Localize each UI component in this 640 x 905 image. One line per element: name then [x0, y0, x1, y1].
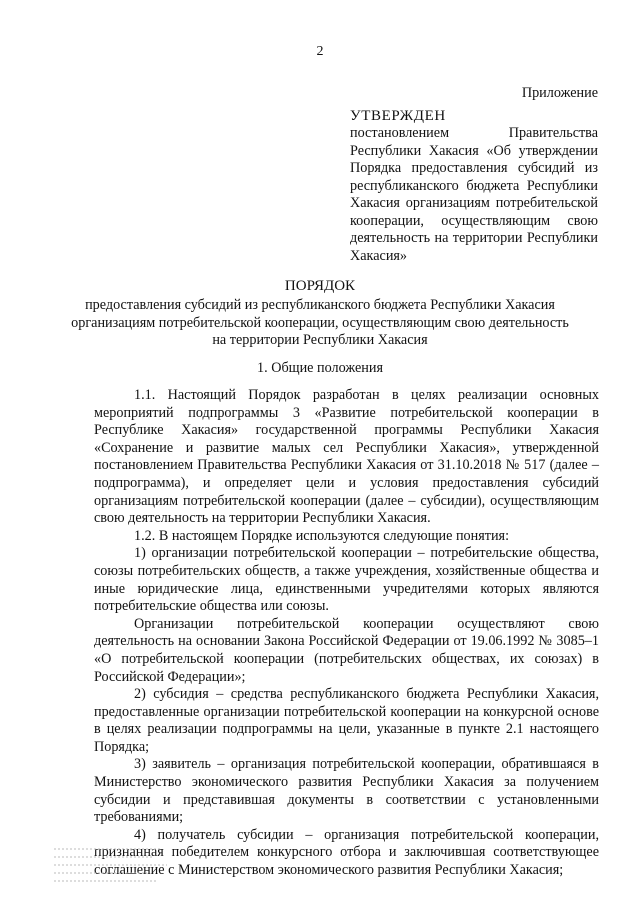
document-title: ПОРЯДОК	[284, 278, 356, 294]
appendix-block	[350, 85, 598, 265]
approved-heading: УТВЕРЖДЕН	[350, 107, 446, 124]
paragraph-definition-1: 1) организации потребительской кооперации – потребительские общества, союзы потребительских обществ, а также учреждения, хозяйственные общества и иные юридические лица, единственными учредителями которых являются потребительские общества или союзы.	[94, 545, 599, 615]
paragraph-1-1: 1.1. Настоящий Порядок разработан в целях реализации основных мероприятий подпрограммы 3 «Развитие потребительской кооперации в Республике Хакасия» государственной программы Республики Хакасия «Сохранение и развитие малых сел Республики Хакасия», утвержденной постановлением Правительства Республики Хакасия от 31.10.2018 № 517 (далее – подпрограмма), и определяет цели и условия предоставления субсидий организациям потребительской кооперации (далее – субсидии), осуществляющим свою деятельность на территории Республики Хакасия.	[94, 387, 599, 527]
paragraph-1-2: 1.2. В настоящем Порядке используются следующие понятия:	[134, 527, 510, 544]
section-heading: 1. Общие положения	[257, 360, 383, 376]
document-subtitle-line-2: организациям потребительской кооперации, осуществляющим свою деятельность	[71, 314, 569, 331]
paragraph-legal-basis: Организации потребительской кооперации осуществляют свою деятельность на основании Закона Российской Федерации от 19.06.1992 № 3085–1 «О потребительской кооперации (потребительских обществах, их союзах) в Российской Федерации»;	[94, 615, 599, 685]
document-body	[94, 387, 599, 880]
approval-decree-text: постановлением Правительства Республики Хакасия «Об утверждении Порядка предоставления субсидий из республиканского бюджета Республики Хакасия организациям потребительской кооперации, осуществляющим свою деятельность на территории Республики Хакасия»	[350, 125, 598, 264]
signature-stamp-icon	[52, 843, 172, 893]
document-subtitle-line-1: предоставления субсидий из республиканского бюджета Республики Хакасия	[85, 296, 555, 313]
page-number: 2	[316, 44, 324, 59]
document-subtitle-line-3: на территории Республики Хакасия	[212, 332, 428, 349]
document-title-block	[40, 278, 600, 350]
paragraph-definition-4: 4) получатель субсидии – организация потребительской кооперации, признанная победителем конкурсного отбора и заключившая соответствующее соглашение с Министерством экономического развития Республики Хакасия;	[94, 826, 599, 879]
paragraph-definition-2: 2) субсидия – средства республиканского бюджета Республики Хакасия, предоставленные организации потребительской кооперации на конкурсной основе в целях реализации подпрограммы на цели, указанные в пункте 2.1 настоящего Порядка;	[94, 686, 599, 755]
appendix-label: Приложение	[521, 85, 598, 101]
paragraph-definition-3: 3) заявитель – организация потребительской кооперации, обратившаяся в Министерство экономического развития Республики Хакасия за получением субсидии и представившая документы в соответствии с установленными требованиями;	[94, 756, 599, 826]
